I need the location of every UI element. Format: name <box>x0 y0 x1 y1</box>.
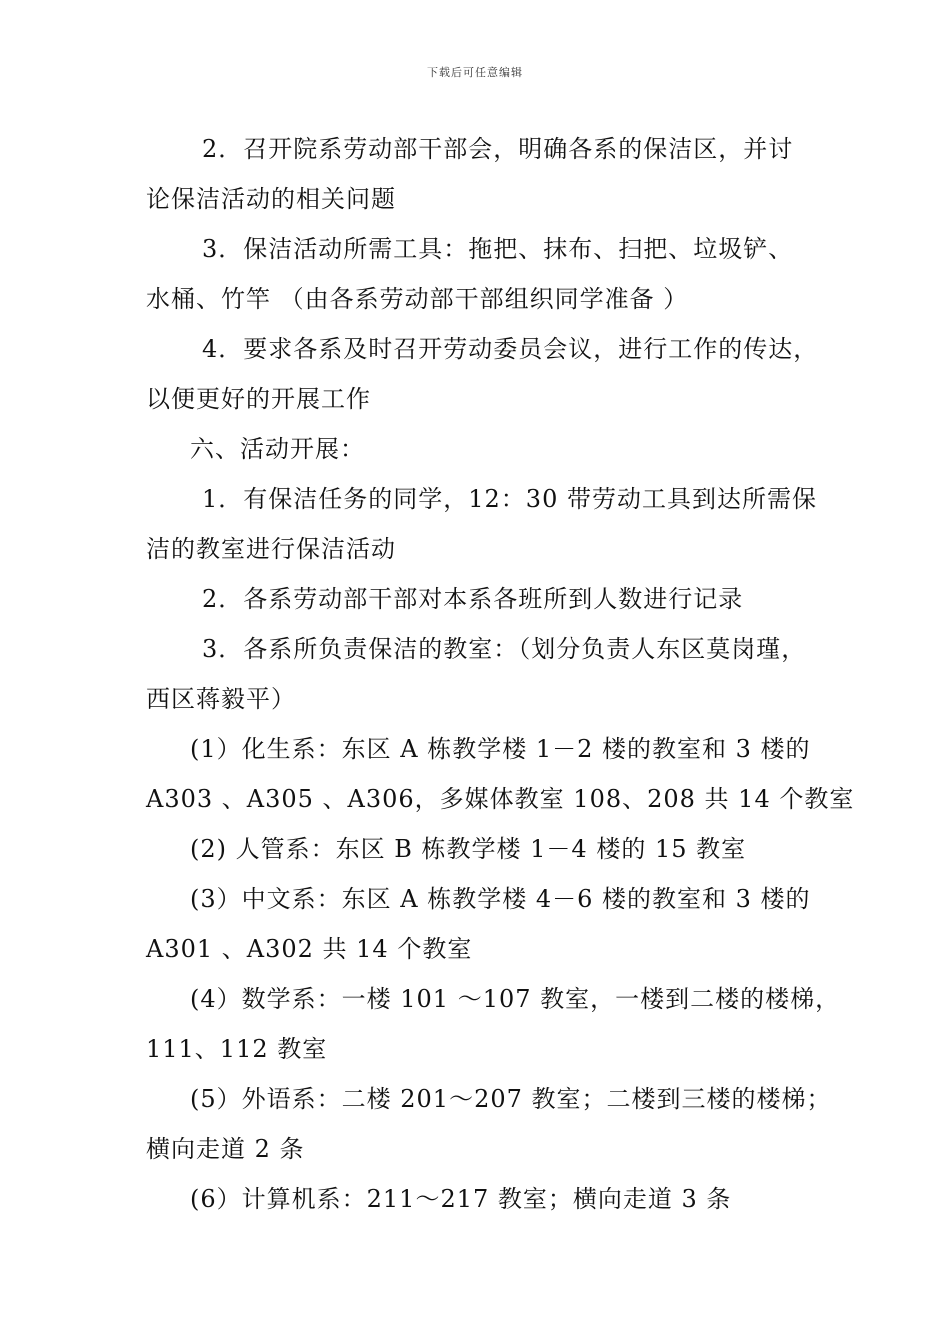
list-item: (1）化生系：东区 A 栋教学楼 1－2 楼的教室和 3 楼的 <box>190 735 811 763</box>
list-item: (5）外语系：二楼 201～207 教室；二楼到三楼的楼梯； <box>190 1085 832 1113</box>
list-item: (6）计算机系：211～217 教室；横向走道 3 条 <box>190 1185 732 1213</box>
list-item-continuation: A301 、A302 共 14 个教室 <box>146 935 473 963</box>
paragraph-line: 论保洁活动的相关问题 <box>146 185 396 213</box>
list-item: (3）中文系：东区 A 栋教学楼 4－6 楼的教室和 3 楼的 <box>190 885 811 913</box>
paragraph-line: 3．保洁活动所需工具：拖把、抹布、扫把、垃圾铲、 <box>202 235 794 263</box>
list-item-continuation: 111、112 教室 <box>146 1035 328 1063</box>
paragraph-line: 水桶、竹竿 （由各系劳动部干部组织同学准备 ） <box>146 285 689 313</box>
paragraph-line: 1．有保洁任务的同学，12：30 带劳动工具到达所需保 <box>202 485 817 513</box>
paragraph-line: 3．各系所负责保洁的教室：（划分负责人东区莫岗瑾， <box>202 635 807 663</box>
list-item: (4）数学系：一楼 101 ～107 教室，一楼到二楼的楼梯， <box>190 985 841 1013</box>
list-item: (2) 人管系：东区 B 栋教学楼 1－4 楼的 15 教室 <box>190 835 747 863</box>
paragraph-line: 4．要求各系及时召开劳动委员会议，进行工作的传达， <box>202 335 819 363</box>
page-header-note: 下载后可任意编辑 <box>427 66 523 79</box>
paragraph-line: 以便更好的开展工作 <box>146 385 371 413</box>
section-heading: 六、活动开展： <box>190 435 365 463</box>
list-item-continuation: 横向走道 2 条 <box>146 1135 305 1163</box>
paragraph-line: 2．召开院系劳动部干部会，明确各系的保洁区，并讨 <box>202 135 794 163</box>
paragraph-line: 洁的教室进行保洁活动 <box>146 535 396 563</box>
list-item-continuation: A303 、A305 、A306，多媒体教室 108、208 共 14 个教室 <box>146 785 855 813</box>
paragraph-line: 西区蒋毅平） <box>146 685 296 713</box>
paragraph-line: 2．各系劳动部干部对本系各班所到人数进行记录 <box>202 585 744 613</box>
